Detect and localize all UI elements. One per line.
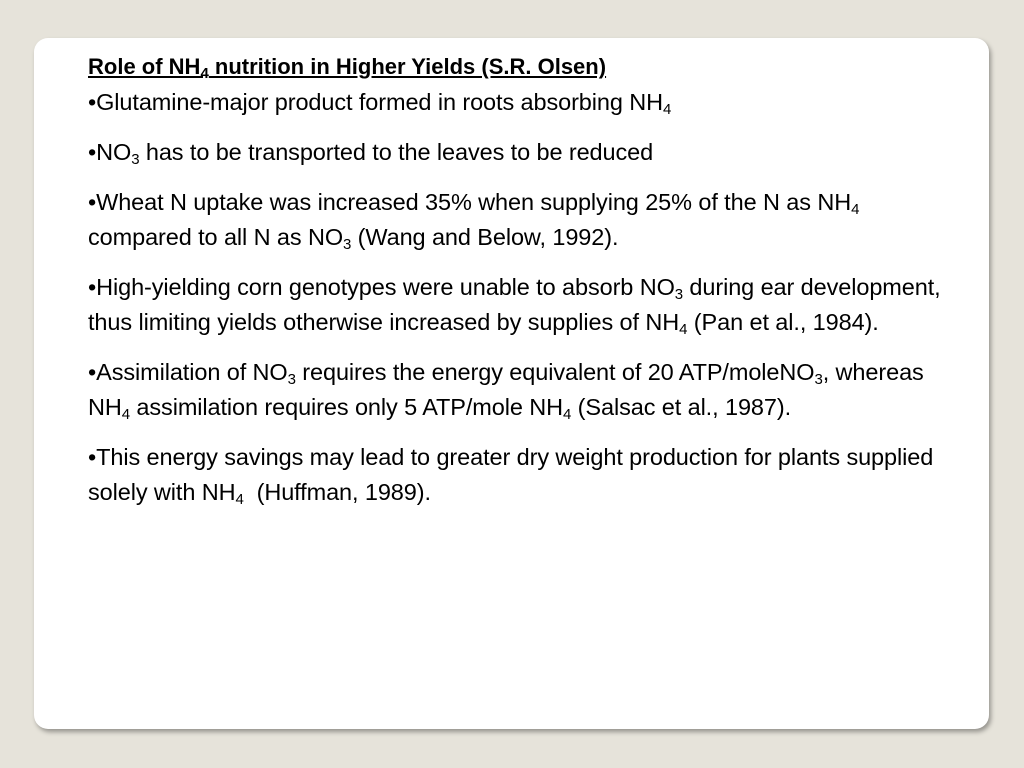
bullet-text: •High-yielding corn genotypes were unable to absorb NO <box>88 274 675 300</box>
bullet-subscript: 3 <box>814 371 823 388</box>
bullet-no3-transport <box>88 135 948 170</box>
bullet-subscript: 4 <box>679 321 688 338</box>
bullet-text: during ear development, thus limiting yields otherwise increased by supplies of NH <box>88 274 941 335</box>
bullet-text: (Salsac et al., 1987). <box>571 394 792 420</box>
bullet-subscript: 4 <box>235 491 244 508</box>
bullet-text: (Pan et al., 1984). <box>687 309 879 335</box>
bullet-text: •Glutamine-major product formed in roots absorbing NH <box>88 89 664 115</box>
bullet-text: •This energy savings may lead to greater dry weight production for plants supplied solely with NH <box>88 444 934 505</box>
bullet-text: •NO <box>88 139 132 165</box>
title-subscript: 4 <box>200 65 209 82</box>
bullet-text: assimilation requires only 5 ATP/mole NH <box>130 394 563 420</box>
slide-content <box>88 50 948 525</box>
bullet-subscript: 3 <box>287 371 296 388</box>
bullet-subscript: 4 <box>563 406 572 423</box>
bullet-text: requires the energy equivalent of 20 ATP/moleNO <box>295 359 815 385</box>
bullet-subscript: 4 <box>851 201 860 218</box>
slide-title <box>88 50 948 84</box>
bullet-subscript: 3 <box>343 236 352 253</box>
bullet-assimilation-energy <box>88 355 948 425</box>
bullet-text: •Assimilation of NO <box>88 359 288 385</box>
bullet-text: has to be transported to the leaves to be reduced <box>139 139 654 165</box>
bullet-subscript: 3 <box>131 151 140 168</box>
bullet-subscript: 4 <box>663 101 672 118</box>
bullet-wheat-uptake <box>88 185 948 255</box>
bullet-text: •Wheat N uptake was increased 35% when supplying 25% of the N as NH <box>88 189 852 215</box>
bullet-subscript: 3 <box>674 286 683 303</box>
title-text-1: Role of NH <box>88 54 201 79</box>
title-text-2: nutrition in Higher Yields (S.R. Olsen) <box>208 54 607 79</box>
bullet-energy-savings <box>88 440 948 510</box>
bullet-text: compared to all N as NO <box>88 224 343 250</box>
bullet-corn-genotypes <box>88 270 948 340</box>
bullet-text: (Wang and Below, 1992). <box>351 224 619 250</box>
bullet-text: (Huffman, 1989). <box>243 479 431 505</box>
bullet-glutamine <box>88 85 948 120</box>
bullet-subscript: 4 <box>121 406 130 423</box>
bullet-text: , whereas NH <box>88 359 924 420</box>
